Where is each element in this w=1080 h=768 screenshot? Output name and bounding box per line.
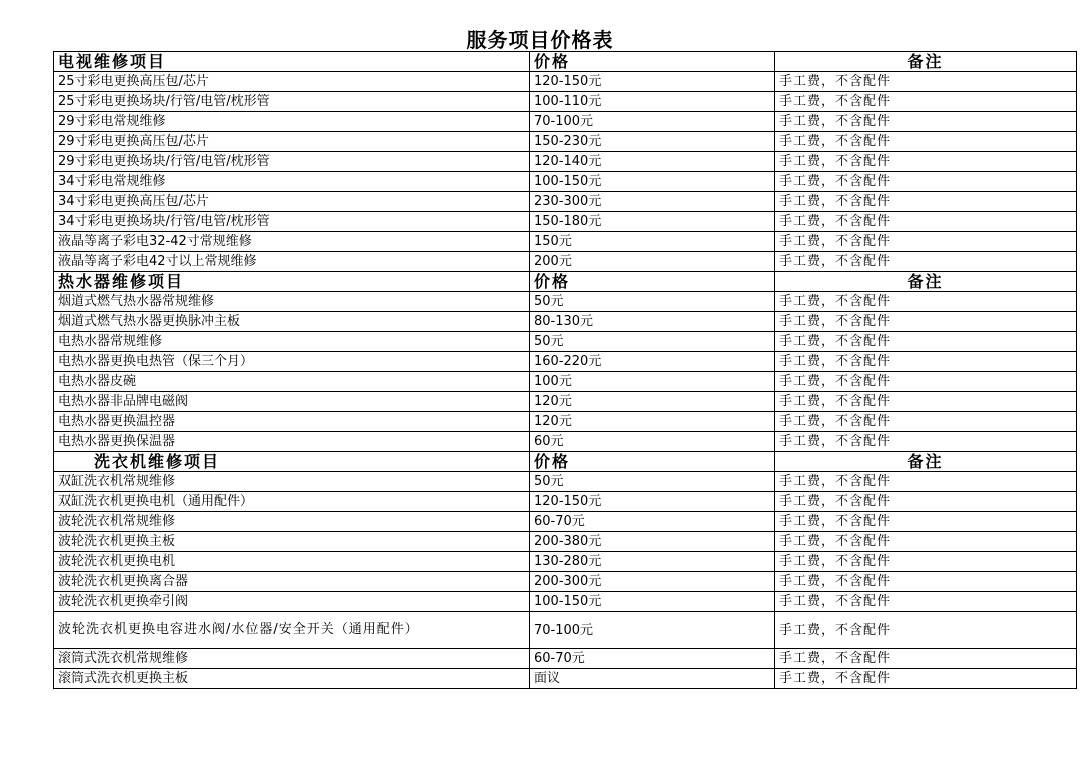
note-cell: 手工费，不含配件 [775,352,1077,372]
table-row [54,372,1077,392]
table-row [54,512,1077,532]
section-title: 洗衣机维修项目 [54,452,530,472]
service-item-cell: 29寸彩电常规维修 [54,112,530,132]
service-item-cell: 电热水器更换温控器 [54,412,530,432]
price-cell: 50元 [530,472,775,492]
service-item-cell: 波轮洗衣机更换电容进水阀/水位器/安全开关（通用配件） [54,612,530,649]
table-row [54,152,1077,172]
note-cell: 手工费，不含配件 [775,649,1077,669]
table-row [54,232,1077,252]
note-cell: 手工费，不含配件 [775,212,1077,232]
price-cell: 120-150元 [530,492,775,512]
price-cell: 50元 [530,332,775,352]
table-row [54,72,1077,92]
service-item-cell: 34寸彩电更换高压包/芯片 [54,192,530,212]
price-cell: 60-70元 [530,649,775,669]
price-cell: 200-300元 [530,572,775,592]
service-item-cell: 波轮洗衣机常规维修 [54,512,530,532]
table-row [54,132,1077,152]
note-cell: 手工费，不含配件 [775,392,1077,412]
service-item-cell: 电热水器常规维修 [54,332,530,352]
note-cell: 手工费，不含配件 [775,472,1077,492]
note-cell: 手工费，不含配件 [775,232,1077,252]
price-cell: 60-70元 [530,512,775,532]
table-row [54,112,1077,132]
price-cell: 200元 [530,252,775,272]
price-cell: 100-110元 [530,92,775,112]
note-cell: 手工费，不含配件 [775,532,1077,552]
note-cell: 手工费，不含配件 [775,372,1077,392]
service-item-cell: 液晶等离子彩电32-42寸常规维修 [54,232,530,252]
section-title: 电视维修项目 [54,52,530,72]
table-row [54,172,1077,192]
note-cell: 手工费，不含配件 [775,572,1077,592]
note-cell: 手工费，不含配件 [775,72,1077,92]
note-column-header: 备注 [775,452,1077,472]
price-table [53,51,1077,689]
price-cell: 120元 [530,412,775,432]
table-row [54,432,1077,452]
note-cell: 手工费，不含配件 [775,412,1077,432]
service-item-cell: 电热水器皮碗 [54,372,530,392]
note-column-header: 备注 [775,52,1077,72]
service-item-cell: 29寸彩电更换场块/行管/电管/枕形管 [54,152,530,172]
price-cell: 80-130元 [530,312,775,332]
service-item-cell: 滚筒式洗衣机更换主板 [54,669,530,689]
service-item-cell: 滚筒式洗衣机常规维修 [54,649,530,669]
table-row [54,492,1077,512]
note-cell: 手工费，不含配件 [775,512,1077,532]
note-cell: 手工费，不含配件 [775,312,1077,332]
price-cell: 100-150元 [530,172,775,192]
price-cell: 230-300元 [530,192,775,212]
table-row [54,352,1077,372]
service-item-cell: 电热水器更换保温器 [54,432,530,452]
price-cell: 100元 [530,372,775,392]
table-row [54,649,1077,669]
note-column-header: 备注 [775,272,1077,292]
note-cell: 手工费，不含配件 [775,492,1077,512]
section-title: 热水器维修项目 [54,272,530,292]
table-row [54,92,1077,112]
service-item-cell: 波轮洗衣机更换牵引阀 [54,592,530,612]
note-cell: 手工费，不含配件 [775,192,1077,212]
service-item-cell: 波轮洗衣机更换主板 [54,532,530,552]
table-body [54,52,1077,689]
service-item-cell: 29寸彩电更换高压包/芯片 [54,132,530,152]
price-cell: 160-220元 [530,352,775,372]
note-cell: 手工费，不含配件 [775,612,1077,649]
table-row [54,312,1077,332]
note-cell: 手工费，不含配件 [775,112,1077,132]
price-cell: 150元 [530,232,775,252]
table-row [54,332,1077,352]
service-item-cell: 烟道式燃气热水器常规维修 [54,292,530,312]
note-cell: 手工费，不含配件 [775,92,1077,112]
service-item-cell: 电热水器非品牌电磁阀 [54,392,530,412]
note-cell: 手工费，不含配件 [775,552,1077,572]
note-cell: 手工费，不含配件 [775,132,1077,152]
price-cell: 200-380元 [530,532,775,552]
price-cell: 150-180元 [530,212,775,232]
page-title: 服务项目价格表 [466,28,614,52]
service-item-cell: 25寸彩电更换高压包/芯片 [54,72,530,92]
price-cell: 70-100元 [530,112,775,132]
table-row [54,472,1077,492]
service-item-cell: 双缸洗衣机常规维修 [54,472,530,492]
note-cell: 手工费，不含配件 [775,592,1077,612]
price-column-header: 价格 [530,452,775,472]
table-row [54,412,1077,432]
table-row [54,669,1077,689]
note-cell: 手工费，不含配件 [775,669,1077,689]
section-header-row [54,272,1077,292]
table-row [54,532,1077,552]
price-cell: 120-150元 [530,72,775,92]
table-row [54,572,1077,592]
service-item-cell: 34寸彩电常规维修 [54,172,530,192]
price-cell: 100-150元 [530,592,775,612]
price-cell: 70-100元 [530,612,775,649]
note-cell: 手工费，不含配件 [775,172,1077,192]
service-item-cell: 液晶等离子彩电42寸以上常规维修 [54,252,530,272]
table-row [54,392,1077,412]
note-cell: 手工费，不含配件 [775,292,1077,312]
price-cell: 120元 [530,392,775,412]
service-item-cell: 34寸彩电更换场块/行管/电管/枕形管 [54,212,530,232]
service-item-cell: 波轮洗衣机更换离合器 [54,572,530,592]
note-cell: 手工费，不含配件 [775,252,1077,272]
service-item-cell: 电热水器更换电热管（保三个月） [54,352,530,372]
table-row [54,592,1077,612]
service-item-cell: 烟道式燃气热水器更换脉冲主板 [54,312,530,332]
price-cell: 50元 [530,292,775,312]
section-header-row [54,452,1077,472]
table-row [54,612,1077,649]
note-cell: 手工费，不含配件 [775,432,1077,452]
table-row [54,192,1077,212]
price-cell: 面议 [530,669,775,689]
price-column-header: 价格 [530,272,775,292]
price-cell: 130-280元 [530,552,775,572]
note-cell: 手工费，不含配件 [775,332,1077,352]
price-cell: 150-230元 [530,132,775,152]
service-item-cell: 双缸洗衣机更换电机（通用配件） [54,492,530,512]
table-row [54,252,1077,272]
price-cell: 60元 [530,432,775,452]
table-row [54,212,1077,232]
price-column-header: 价格 [530,52,775,72]
section-header-row [54,52,1077,72]
note-cell: 手工费，不含配件 [775,152,1077,172]
table-row [54,292,1077,312]
table-row [54,552,1077,572]
service-item-cell: 25寸彩电更换场块/行管/电管/枕形管 [54,92,530,112]
service-item-cell: 波轮洗衣机更换电机 [54,552,530,572]
price-cell: 120-140元 [530,152,775,172]
